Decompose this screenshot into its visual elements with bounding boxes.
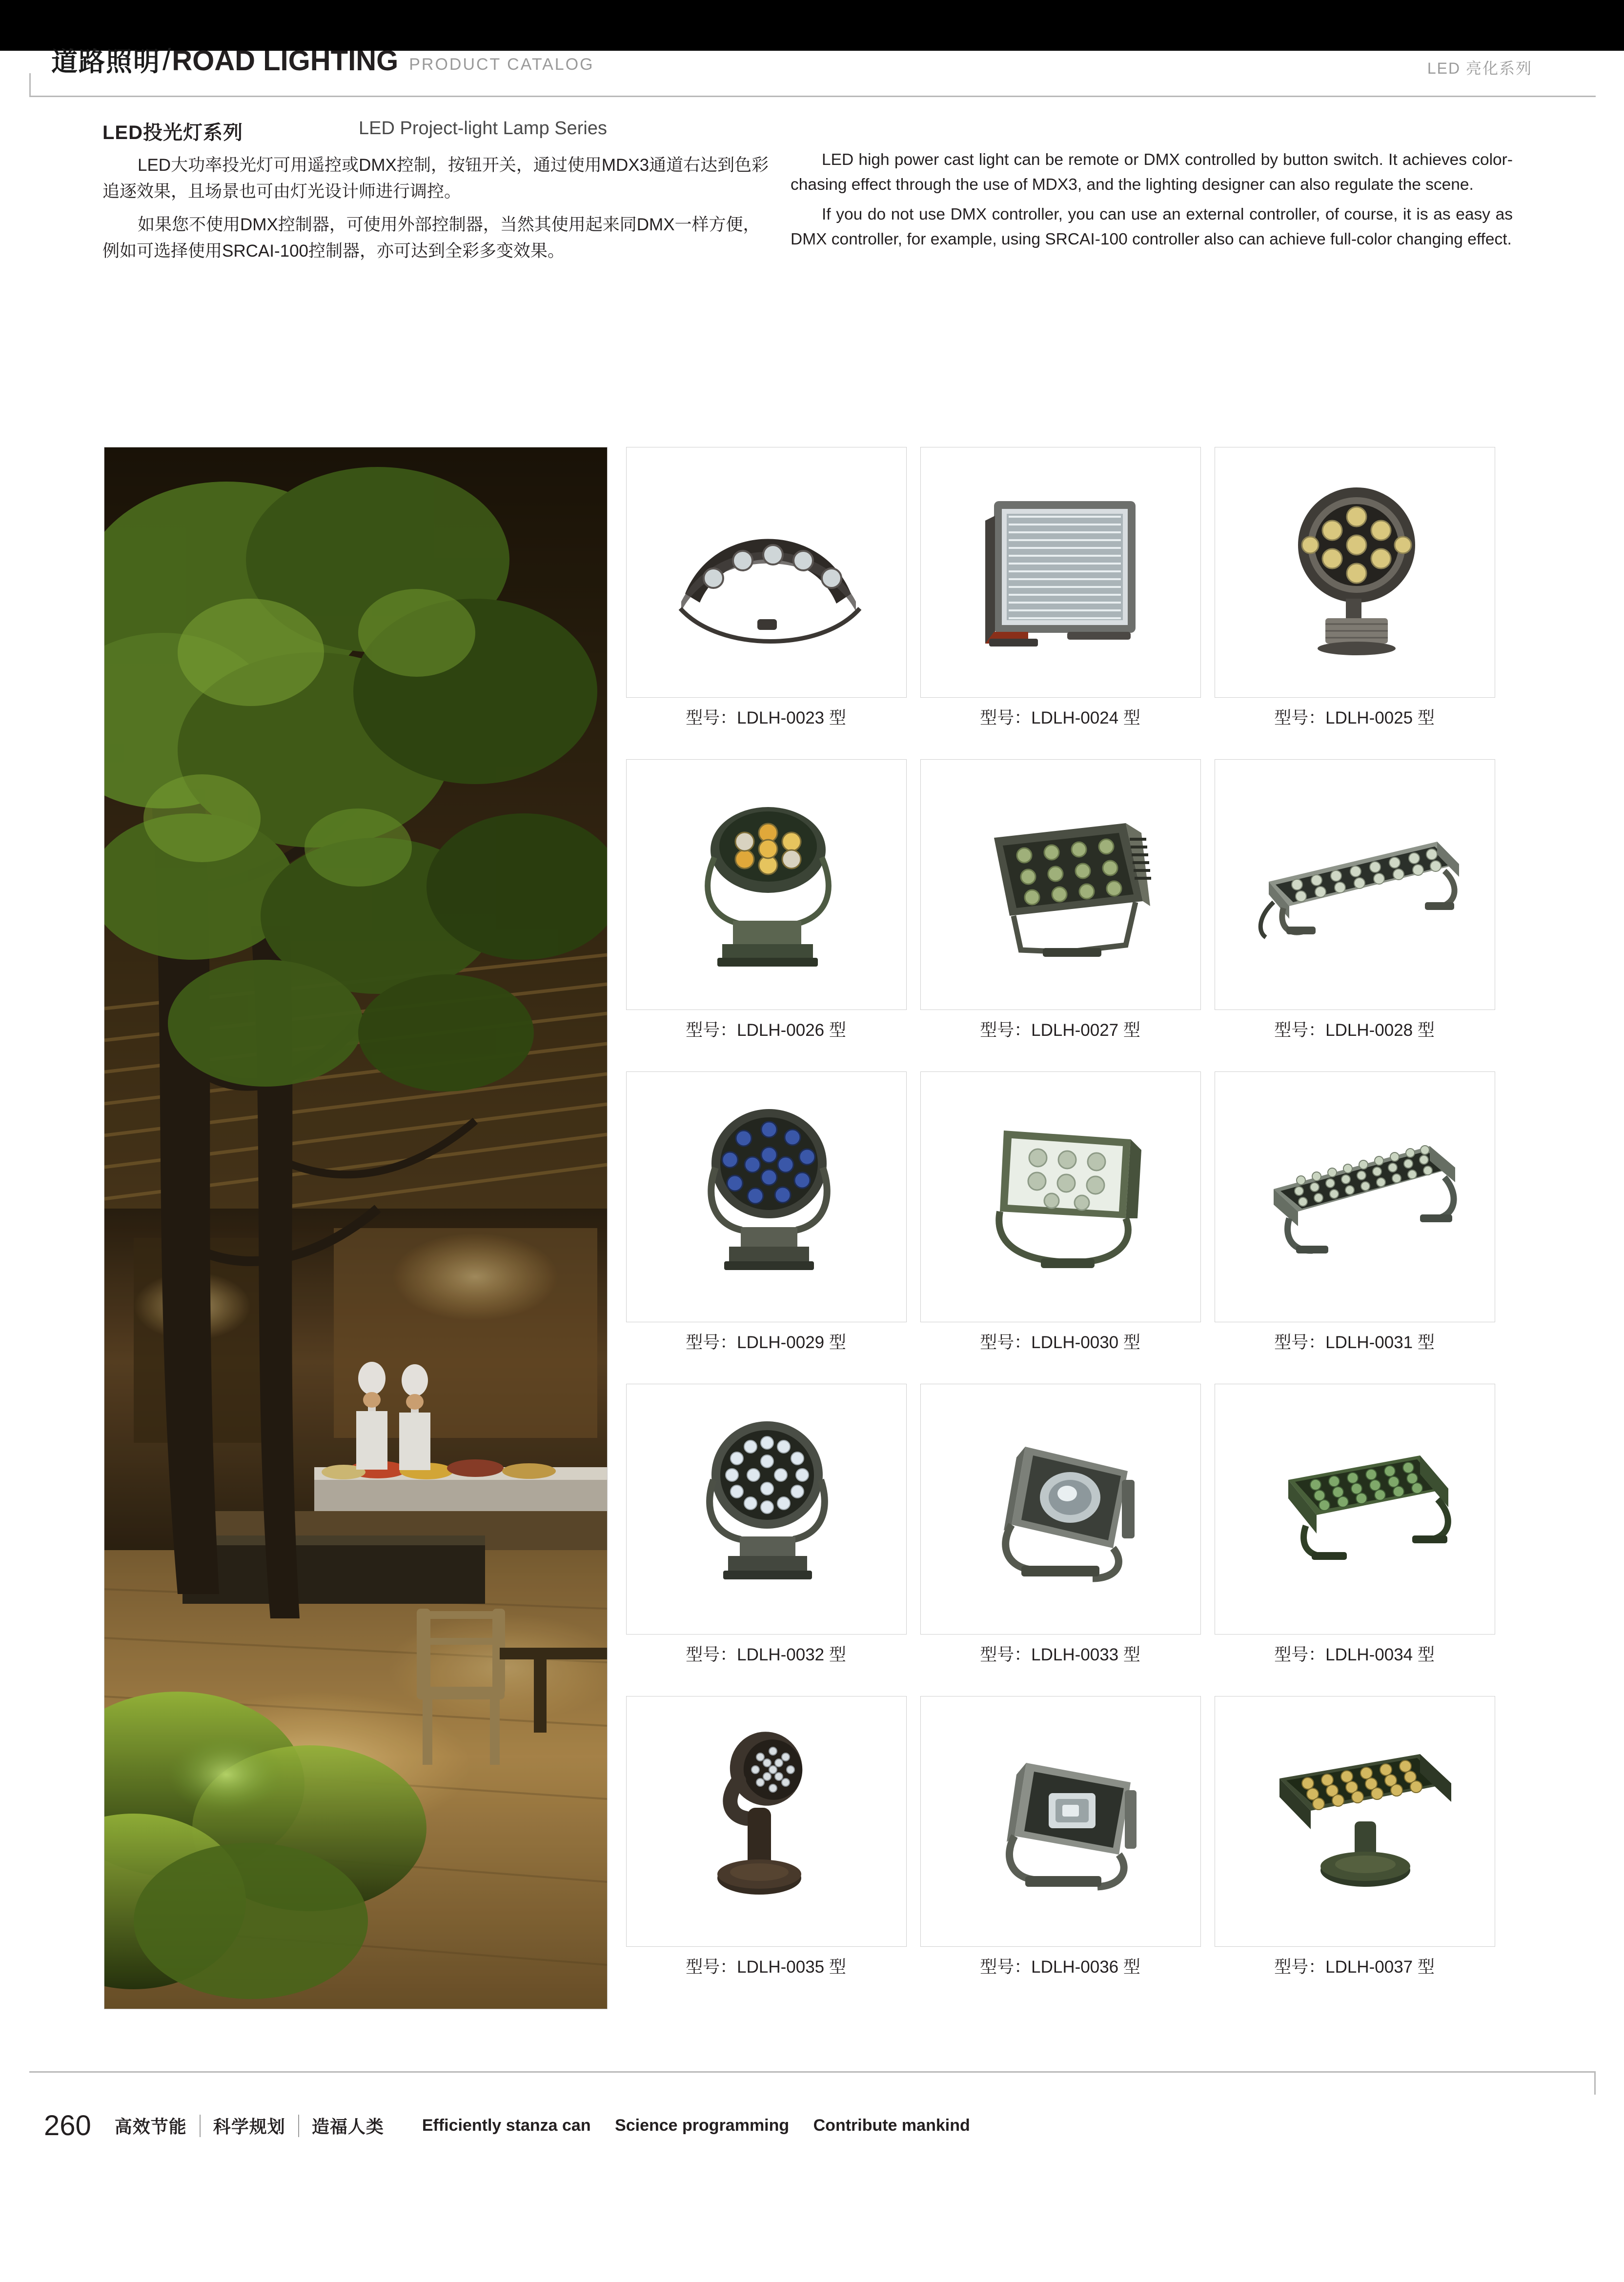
linear-wall-washer-icon [1215, 760, 1495, 1010]
product-caption: 型号：LDLH-0034 型 [1274, 1645, 1435, 1664]
footer-slogan-en-1: Efficiently stanza can [422, 2116, 591, 2135]
intro-paragraph-cn-2: 如果您不使用DMX控制器，可使用外部控制器，当然其使用起来同DMX一样方便，例如可选择使用SRCAI-100控制器，亦可达到全彩多变效果。 [102, 215, 760, 261]
footer-slogan-en-3: Contribute mankind [813, 2116, 970, 2135]
product-image-0028 [1215, 759, 1495, 1010]
product-image-0023 [626, 447, 907, 698]
header-black-bar [0, 0, 1624, 51]
hero-photo-illustration [104, 447, 607, 2009]
content-area [0, 439, 1624, 2020]
product-cell[interactable] [1211, 759, 1505, 1071]
product-cell[interactable] [622, 1071, 916, 1384]
product-image-0036 [920, 1696, 1201, 1947]
product-caption: 型号：LDLH-0024 型 [980, 708, 1140, 727]
intro-column-en [791, 147, 1513, 257]
product-caption: 型号：LDLH-0036 型 [980, 1958, 1140, 1977]
product-caption: 型号：LDLH-0026 型 [686, 1021, 846, 1040]
intro-paragraph-en-2: If you do not use DMX controller, you can use an external controller, of course, it is as easy as DMX controller, for example, using SRCAI-100 controller also can achieve full-color changing effect. [791, 205, 1513, 248]
flat-panel-floodlight-icon [921, 447, 1200, 697]
intro-paragraph-cn-1: LED大功率投光灯可用遥控或DMX控制，按钮开关，通过使用MDX3通道右达到色彩追逐效果，且场景也可由灯光设计师进行调控。 [102, 156, 769, 201]
single-cob-floodlight-icon [921, 1696, 1200, 1946]
product-cell[interactable] [622, 447, 916, 759]
product-caption: 型号：LDLH-0027 型 [980, 1021, 1140, 1040]
footer-slogan-cn-2: 科学规划 [213, 2117, 285, 2137]
spike-round-led-spotlight-icon [627, 1696, 906, 1946]
round-cluster-led-projector-icon [627, 1384, 906, 1634]
header-title-en: ROAD LIGHTING [172, 45, 399, 77]
footer-slogans-en [422, 2116, 990, 2135]
product-cell[interactable] [622, 759, 916, 1071]
product-caption: 型号：LDLH-0037 型 [1274, 1958, 1435, 1977]
product-image-0030 [920, 1071, 1201, 1322]
product-caption: 型号：LDLH-0031 型 [1274, 1333, 1435, 1352]
product-caption: 型号：LDLH-0030 型 [980, 1333, 1140, 1352]
header-title-separator: / [162, 43, 171, 77]
product-image-0026 [626, 759, 907, 1010]
footer-slogan-cn-1: 高效节能 [114, 2117, 187, 2137]
header-series-label: LED 亮化系列 [1427, 60, 1532, 77]
product-cell[interactable] [1211, 1696, 1505, 2008]
intro-column-cn [102, 152, 771, 271]
product-cell[interactable] [916, 1071, 1211, 1384]
round-9led-projector-icon [1215, 447, 1495, 697]
product-caption: 型号：LDLH-0033 型 [980, 1645, 1140, 1664]
product-caption: 型号：LDLH-0023 型 [686, 708, 846, 727]
product-caption: 型号：LDLH-0029 型 [686, 1333, 846, 1352]
round-18led-blue-projector-icon [627, 1072, 906, 1322]
product-cell[interactable] [916, 1384, 1211, 1696]
product-caption: 型号：LDLH-0035 型 [686, 1958, 846, 1977]
section-title-cn: LED投光灯系列 [102, 122, 243, 143]
footer-slogan-cn-3: 造福人类 [311, 2117, 384, 2137]
round-amber-led-projector-icon [627, 760, 906, 1010]
page-footer [0, 2071, 1624, 2183]
green-rect-36led-floodlight-icon [1215, 1384, 1495, 1634]
hero-photo [104, 447, 608, 2009]
product-cell[interactable] [1211, 447, 1505, 759]
footer-rule [29, 2071, 1596, 2073]
product-image-0024 [920, 447, 1201, 698]
product-image-0027 [920, 759, 1201, 1010]
product-image-0034 [1215, 1384, 1495, 1635]
product-cell[interactable] [916, 1696, 1211, 2008]
section-title-en: LED Project-light Lamp Series [359, 118, 607, 139]
product-image-0033 [920, 1384, 1201, 1635]
header-subtitle-en: PRODUCT CATALOG [409, 55, 594, 74]
product-cell[interactable] [916, 447, 1211, 759]
product-grid [622, 447, 1505, 2008]
page-number: 260 [44, 2110, 91, 2141]
product-cell[interactable] [1211, 1071, 1505, 1384]
product-caption: 型号：LDLH-0025 型 [1274, 708, 1435, 727]
product-image-0025 [1215, 447, 1495, 698]
rect-12led-floodlight-icon [921, 760, 1200, 1010]
product-image-0032 [626, 1384, 907, 1635]
product-caption: 型号：LDLH-0032 型 [686, 1645, 846, 1664]
product-caption: 型号：LDLH-0028 型 [1274, 1021, 1435, 1040]
page-header [0, 0, 1624, 112]
header-title-cn: 道路照明 [51, 47, 161, 77]
square-9led-floodlight-icon [921, 1072, 1200, 1322]
product-image-0031 [1215, 1071, 1495, 1322]
header-rule-tick [29, 73, 31, 97]
product-image-0035 [626, 1696, 907, 1947]
rect-36led-floodlight-icon [1215, 1072, 1495, 1322]
cob-lens-floodlight-icon [921, 1384, 1200, 1634]
product-cell[interactable] [1211, 1384, 1505, 1696]
footer-slogan-en-2: Science programming [615, 2116, 790, 2135]
product-image-0037 [1215, 1696, 1495, 1947]
product-cell[interactable] [916, 759, 1211, 1071]
product-image-0029 [626, 1071, 907, 1322]
product-cell[interactable] [622, 1384, 916, 1696]
product-cell[interactable] [622, 1696, 916, 2008]
header-title-group [51, 45, 594, 75]
header-rule [29, 96, 1596, 97]
pedestal-rect-led-floodlight-icon [1215, 1696, 1495, 1946]
footer-rule-tick [1594, 2072, 1596, 2095]
footer-content [44, 2109, 990, 2142]
curved-bar-floodlight-icon [627, 447, 906, 697]
intro-paragraph-en-1: LED high power cast light can be remote or DMX controlled by button switch. It achieves color-chasing effect through the use of MDX3, and the lighting designer can also regulate the scene. [791, 151, 1513, 194]
